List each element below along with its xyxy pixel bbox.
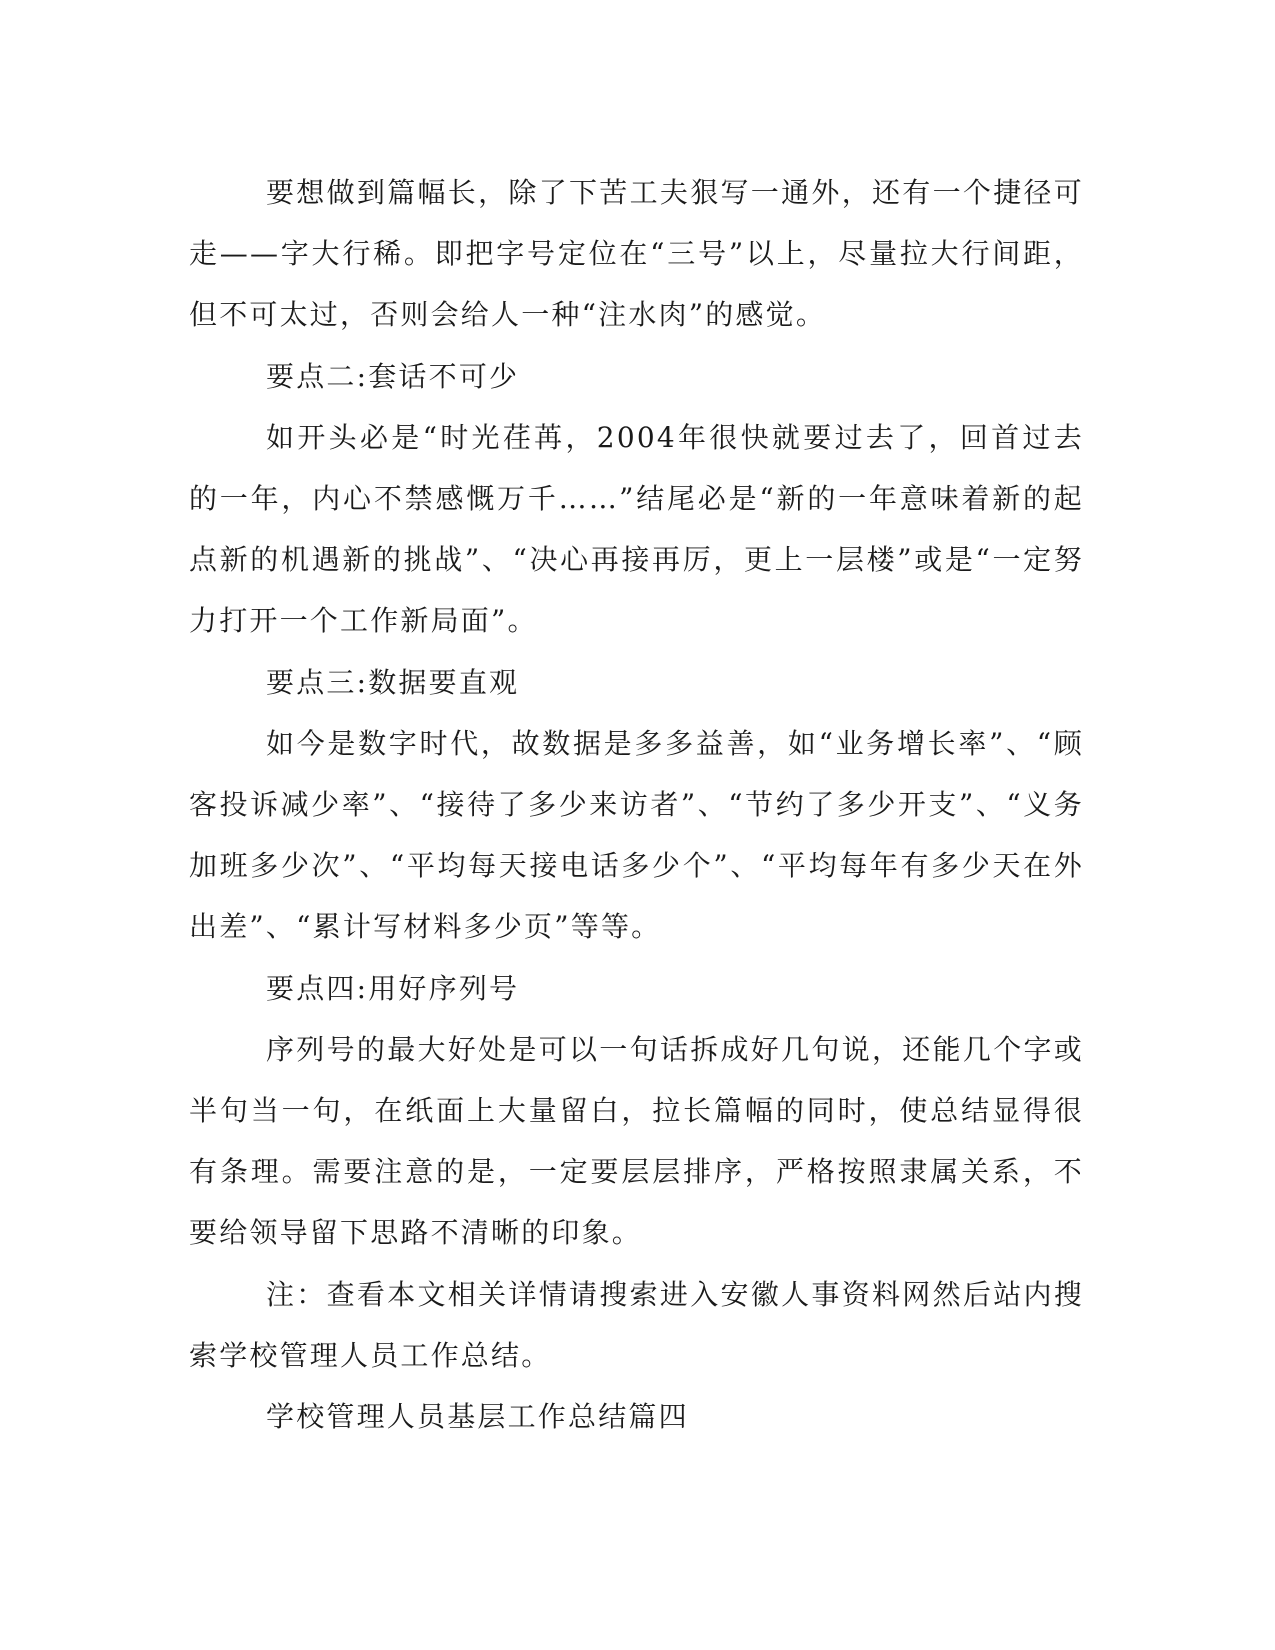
paragraph-sequence-numbers: 序列号的最大好处是可以一句话拆成好几句说，还能几个字或半句当一句，在纸面上大量留白，拉长篇幅的同时，使总结显得很有条理。需要注意的是，一定要层层排序，严格按照隶属关系，不要给领导留下思路不清晰的印象。 [189,1032,1084,1250]
document-body [189,162,1084,1447]
paragraph-data-intuitive: 如今是数字时代，故数据是多多益善，如“业务增长率”、“顾客投诉减少率”、“接待了多少来访者”、“节约了多少开支”、“义务加班多少次”、“平均每天接电话多少个”、“平均每年有多少天在外出差”、“累计写材料多少页”等等。 [189,726,1084,944]
paragraph-note: 注：查看本文相关详情请搜索进入安徽人事资料网然后站内搜索学校管理人员工作总结。 [189,1277,1084,1372]
heading-point-three: 要点三:数据要直观 [266,665,520,699]
section-heading-part-four: 学校管理人员基层工作总结篇四 [266,1400,689,1434]
heading-point-four: 要点四:用好序列号 [266,971,520,1005]
paragraph-page-length-tip: 要想做到篇幅长，除了下苦工夫狠写一通外，还有一个捷径可走——字大行稀。即把字号定位在“三号”以上，尽量拉大行间距，但不可太过，否则会给人一种“注水肉”的感觉。 [189,176,1084,332]
paragraph-stock-phrases: 如开头必是“时光荏苒，2004年很快就要过去了，回首过去的一年，内心不禁感慨万千……”结尾必是“新的一年意味着新的起点新的机遇新的挑战”、“决心再接再厉，更上一层楼”或是“一定努力打开一个工作新局面”。 [189,420,1084,638]
heading-point-two: 要点二:套话不可少 [266,359,520,393]
